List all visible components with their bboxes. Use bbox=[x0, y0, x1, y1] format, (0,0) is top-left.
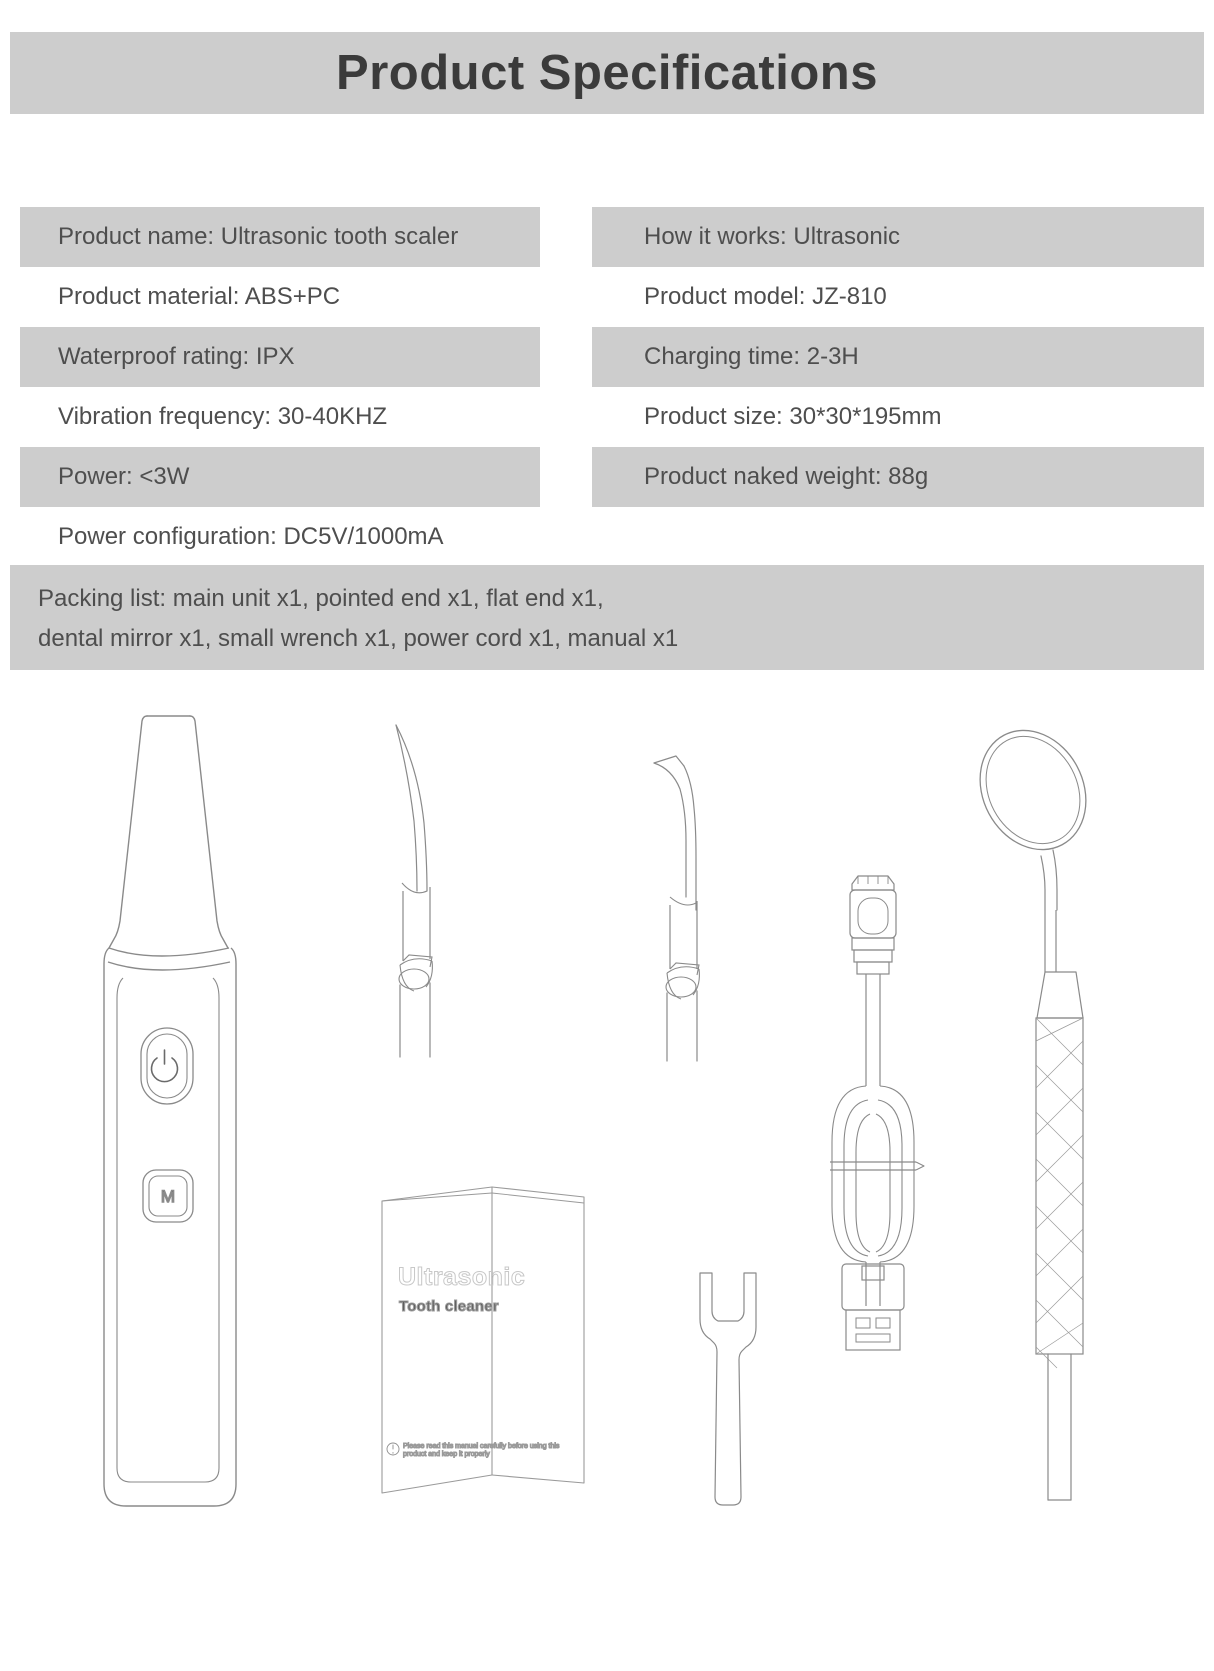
spec-text: Power: <3W bbox=[58, 463, 190, 490]
spec-text: Product material: ABS+PC bbox=[58, 283, 341, 310]
page-title: Product Specifications bbox=[336, 46, 878, 100]
spec-text: Product name: Ultrasonic tooth scaler bbox=[58, 223, 459, 250]
spec-cell-product-model bbox=[592, 267, 1204, 327]
illustration-dental-mirror bbox=[925, 710, 1115, 1520]
spec-row bbox=[0, 267, 1214, 327]
packing-list-line-2: dental mirror x1, small wrench x1, power cord x1, manual x1 bbox=[38, 625, 679, 652]
illustration-main-unit bbox=[95, 710, 245, 1520]
spec-row bbox=[0, 327, 1214, 387]
page-header-band bbox=[10, 32, 1204, 114]
spec-text: Waterproof rating: IPX bbox=[58, 343, 295, 370]
spec-row bbox=[0, 447, 1214, 507]
spec-text: Product size: 30*30*195mm bbox=[644, 403, 942, 430]
product-illustrations bbox=[0, 690, 1214, 1671]
spec-cell-product-material bbox=[20, 267, 540, 327]
spec-text: Power configuration: DC5V/1000mA bbox=[58, 523, 444, 550]
packing-list-band bbox=[10, 565, 1204, 670]
illustration-manual bbox=[370, 1175, 610, 1505]
spec-row bbox=[0, 507, 1214, 567]
manual-subtitle: Tooth cleaner bbox=[399, 1298, 499, 1315]
warning-icon bbox=[387, 1443, 399, 1455]
manual-title: Ultrasonic bbox=[398, 1263, 526, 1291]
spec-cell-power bbox=[20, 447, 540, 507]
specifications-table bbox=[0, 207, 1214, 567]
manual-note-line-1: Please read this manual carefully before using this bbox=[403, 1443, 560, 1450]
spec-cell-product-size bbox=[592, 387, 1204, 447]
power-icon bbox=[152, 1050, 178, 1082]
illustration-small-wrench bbox=[688, 1265, 768, 1515]
illustration-usb-a-plug bbox=[836, 1260, 916, 1370]
mode-button-label: M bbox=[160, 1187, 176, 1206]
spec-cell-how-it-works bbox=[592, 207, 1204, 267]
packing-list-line-1: Packing list: main unit x1, pointed end x1, flat end x1, bbox=[38, 585, 604, 612]
spec-cell-waterproof-rating bbox=[20, 327, 540, 387]
spec-text: Product model: JZ-810 bbox=[644, 283, 887, 310]
spec-text: Vibration frequency: 30-40KHZ bbox=[58, 403, 388, 430]
spec-text: Charging time: 2-3H bbox=[644, 343, 859, 370]
spec-row bbox=[0, 207, 1214, 267]
spec-row bbox=[0, 387, 1214, 447]
spec-text: Product naked weight: 88g bbox=[644, 463, 929, 490]
spec-cell-power-configuration bbox=[20, 507, 1204, 567]
spec-cell-product-name bbox=[20, 207, 540, 267]
spec-cell-vibration-frequency bbox=[20, 387, 540, 447]
spec-cell-charging-time bbox=[592, 327, 1204, 387]
illustration-pointed-end bbox=[378, 715, 458, 1060]
spec-text: How it works: Ultrasonic bbox=[644, 223, 901, 250]
illustration-flat-end bbox=[640, 735, 720, 1065]
manual-note-line-2: product and keep it properly bbox=[403, 1451, 490, 1458]
spec-cell-naked-weight bbox=[592, 447, 1204, 507]
